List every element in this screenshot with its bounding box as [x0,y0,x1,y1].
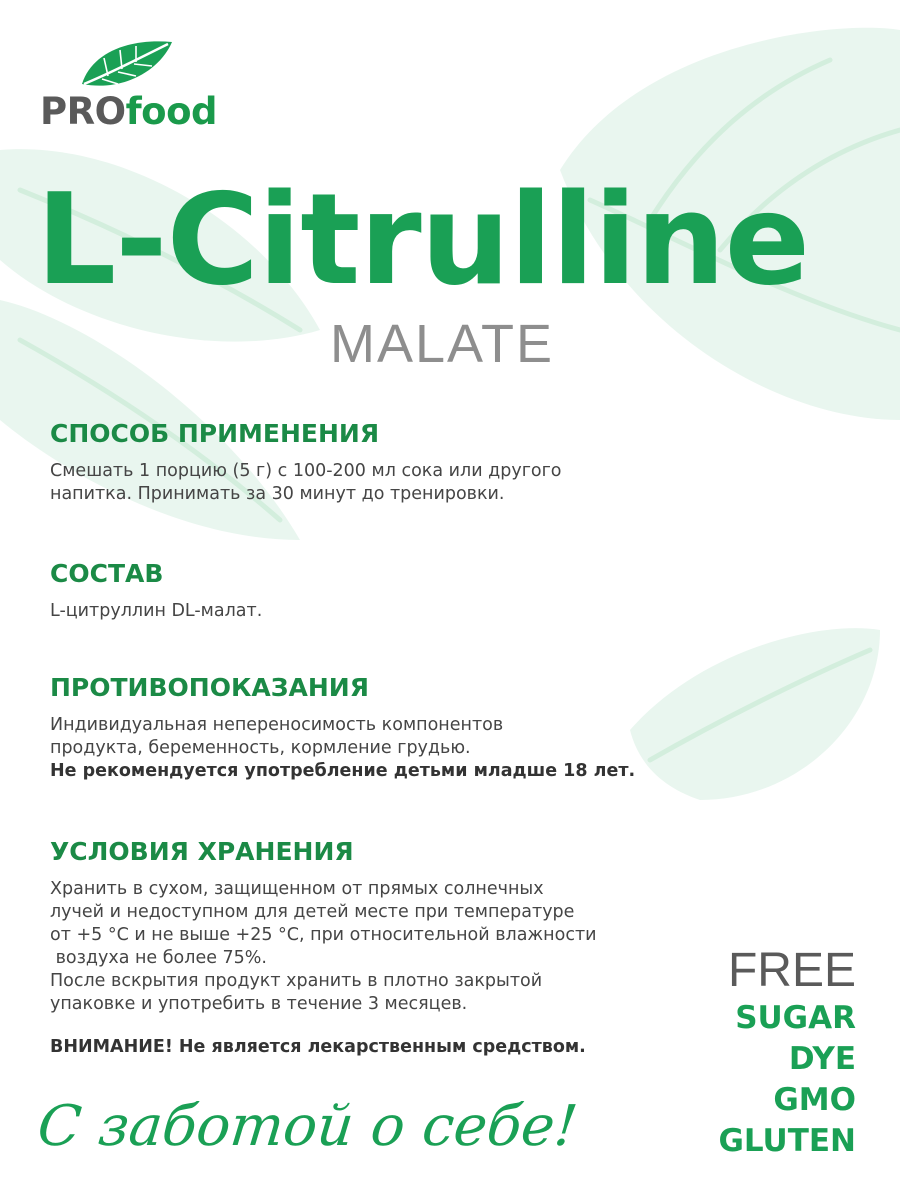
slogan: С заботой о себе! [34,1094,581,1159]
free-item-dye: DYE [788,1041,856,1077]
age-warning: Не рекомендуется употребление детьми младше 18 лет. [50,761,636,781]
product-title: L-Citrulline [36,166,810,313]
section-title: СОСТАВ [50,559,164,588]
text-line: лучей и недоступном для детей месте при температуре [50,902,575,922]
leaf-icon [78,38,174,94]
brand-name [40,90,217,133]
section-text [50,460,730,506]
text-line: Смешать 1 порцию (5 г) с 100-200 мл сока или другого [50,461,562,481]
medical-warning: ВНИМАНИЕ! Не является лекарственным средством. [50,1037,586,1057]
section-title: СПОСОБ ПРИМЕНЕНИЯ [50,419,380,448]
product-subtitle: MALATE [330,314,555,374]
free-item-gmo: GMO [773,1082,856,1118]
section-text [50,714,730,783]
free-title: FREE [727,944,856,997]
text-line: После вскрытия продукт хранить в плотно закрытой [50,971,543,991]
free-item-sugar: SUGAR [735,1000,856,1036]
text-line: от +5 °С и не выше +25 °С, при относительной влажности [50,925,597,945]
text-line: Индивидуальная непереносимость компонентов [50,715,504,735]
free-from-block [718,944,856,1162]
free-item-gluten: GLUTEN [718,1123,856,1159]
section-composition [50,558,730,623]
text-line: воздуха не более 75%. [50,948,267,968]
brand-food: food [125,90,217,133]
section-title: ПРОТИВОПОКАЗАНИЯ [50,673,369,702]
brand-logo [40,38,240,138]
brand-pro: PRO [40,90,126,133]
section-storage [50,836,730,1059]
section-text [50,600,730,623]
text-line: продукта, беременность, кормление грудью. [50,738,471,758]
text-line: L-цитруллин DL-малат. [50,601,263,621]
text-line: упаковке и употребить в течение 3 месяцев. [50,994,468,1014]
text-line: Хранить в сухом, защищенном от прямых солнечных [50,879,544,899]
section-contraindications [50,672,730,783]
section-title: УСЛОВИЯ ХРАНЕНИЯ [50,837,354,866]
text-line: напитка. Принимать за 30 минут до тренировки. [50,484,505,504]
section-usage [50,418,730,506]
section-text [50,878,730,1059]
